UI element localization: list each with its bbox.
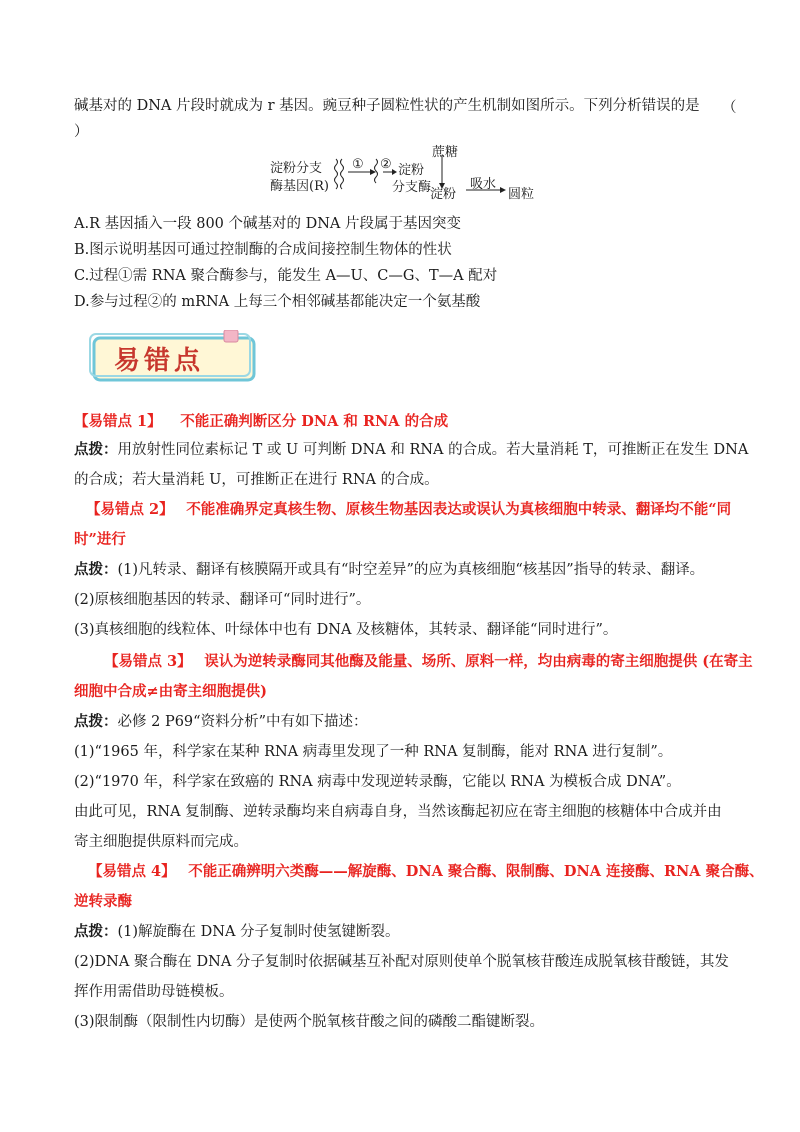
- enzyme-label-line2: 分支酶: [392, 180, 432, 195]
- point-4-tip-text-1: (1)解旋酶在 DNA 分子复制时使氢键断裂。: [117, 924, 400, 940]
- point-2-tip-label: 点拨：: [74, 561, 118, 578]
- point-4-tip-label: 点拨：: [74, 923, 118, 940]
- point-4-heading: [88, 862, 764, 882]
- absorb-water-label: 吸水: [470, 177, 497, 192]
- point-3-tip-line2: (1)“1965 年，科学家在某种 RNA 病毒里发现了一种 RNA 复制酶，能对 RNA 进行复制”。: [74, 744, 673, 760]
- gene-label-line2: 酶基因(R): [270, 179, 329, 194]
- point-3-tip-label: 点拨：: [74, 713, 118, 730]
- point-1-tip-line2: 的合成；若大量消耗 U，可推断正在进行 RNA 的合成。: [74, 472, 439, 488]
- point-2-tip-line1: [74, 560, 704, 580]
- step-2-label: ②: [380, 157, 392, 172]
- option-c: C.过程①需 RNA 聚合酶参与，能发生 A—U、C—G、T—A 配对: [74, 268, 498, 284]
- round-seed-label: 圆粒: [508, 187, 535, 202]
- sucrose-label: 蔗糖: [432, 145, 459, 160]
- point-4-title-line1: 不能正确辨明六类酶——解旋酶、DNA 聚合酶、限制酶、DNA 连接酶、RNA 聚合酶、: [188, 863, 764, 880]
- point-3-tip-text-1: 必修 2 P69“资料分析”中有如下描述：: [117, 714, 368, 730]
- point-4-tip-line4: (3)限制酶（限制性内切酶）是使两个脱氧核苷酸之间的磷酸二酯键断裂。: [74, 1014, 545, 1030]
- point-2-tip-line3: (3)真核细胞的线粒体、叶绿体中也有 DNA 及核糖体，其转录、翻译能“同时进行”。: [74, 622, 618, 638]
- step-1-label: ①: [352, 157, 364, 172]
- answer-paren-close: ）: [74, 124, 89, 140]
- point-2-title-line1: 不能准确界定真核生物、原核生物基因表达或误认为真核细胞中转录、翻译均不能“同: [186, 501, 732, 518]
- point-1-tip-line1: [74, 440, 748, 460]
- point-2-tip-text-1: (1)凡转录、翻译有核膜隔开或具有“时空差异”的应为真核细胞“核基因”指导的转录、翻译。: [117, 562, 705, 578]
- option-d: D.参与过程②的 mRNA 上每三个相邻碱基都能决定一个氨基酸: [74, 294, 481, 310]
- starch-label: 淀粉: [430, 187, 457, 202]
- point-3-tip-line3: (2)“1970 年，科学家在致癌的 RNA 病毒中发现逆转录酶，它能以 RNA 为模板合成 DNA”。: [74, 774, 681, 790]
- gene-label-line1: 淀粉分支: [270, 161, 323, 176]
- point-1-heading: [74, 412, 448, 432]
- point-3-tag: 【易错点 3】: [104, 653, 192, 670]
- point-3-title-line1: 误认为逆转录酶同其他酶及能量、场所、原料一样，均由病毒的寄主细胞提供 (在寄主: [204, 653, 753, 670]
- point-4-tag: 【易错点 4】: [88, 863, 176, 880]
- point-4-tip-line3: 挥作用需借助母链模板。: [74, 984, 234, 1000]
- point-1-tag: 【易错点 1】: [74, 413, 162, 430]
- point-2-title-line2: 时”进行: [74, 531, 126, 548]
- question-stem: 碱基对的 DNA 片段时就成为 r 基因。豌豆种子圆粒性状的产生机制如图所示。下列分析错误的是: [74, 98, 700, 114]
- option-a: A.R 基因插入一段 800 个碱基对的 DNA 片段属于基因突变: [74, 216, 462, 232]
- point-4-title-line2: 逆转录酶: [74, 893, 132, 910]
- point-1-tip-label: 点拨：: [74, 441, 118, 458]
- point-2-tip-line2: (2)原核细胞基因的转录、翻译可“同时进行”。: [74, 592, 371, 608]
- point-2-tag: 【易错点 2】: [86, 501, 174, 518]
- answer-paren-open: （: [722, 100, 737, 116]
- point-2-heading: [86, 500, 731, 520]
- point-3-title-line2: 细胞中合成≠由寄主细胞提供): [74, 683, 268, 700]
- point-3-tip-line5: 寄主细胞提供原料而完成。: [74, 834, 248, 850]
- point-3-heading: [104, 652, 753, 672]
- option-b: B.图示说明基因可通过控制酶的合成间接控制生物体的性状: [74, 242, 452, 258]
- point-4-tip-line1: [74, 922, 400, 942]
- pea-mechanism-diagram: [270, 145, 540, 205]
- error-points-badge: [86, 330, 262, 386]
- badge-text: 易错点: [114, 346, 205, 376]
- point-1-title: 不能正确判断区分 DNA 和 RNA 的合成: [180, 413, 449, 430]
- point-1-tip-text-1: 用放射性同位素标记 T 或 U 可判断 DNA 和 RNA 的合成。若大量消耗 T，可推断正在发生 DNA: [117, 442, 749, 458]
- point-3-tip-line1: [74, 712, 367, 732]
- point-4-tip-line2: (2)DNA 聚合酶在 DNA 分子复制时依据碱基互补配对原则使单个脱氧核苷酸连成脱氧核苷酸链，其发: [74, 954, 729, 970]
- enzyme-label-line1: 淀粉: [398, 163, 425, 178]
- point-3-tip-line4: 由此可见，RNA 复制酶、逆转录酶均来自病毒自身，当然该酶起初应在寄主细胞的核糖体中合成并由: [74, 804, 722, 820]
